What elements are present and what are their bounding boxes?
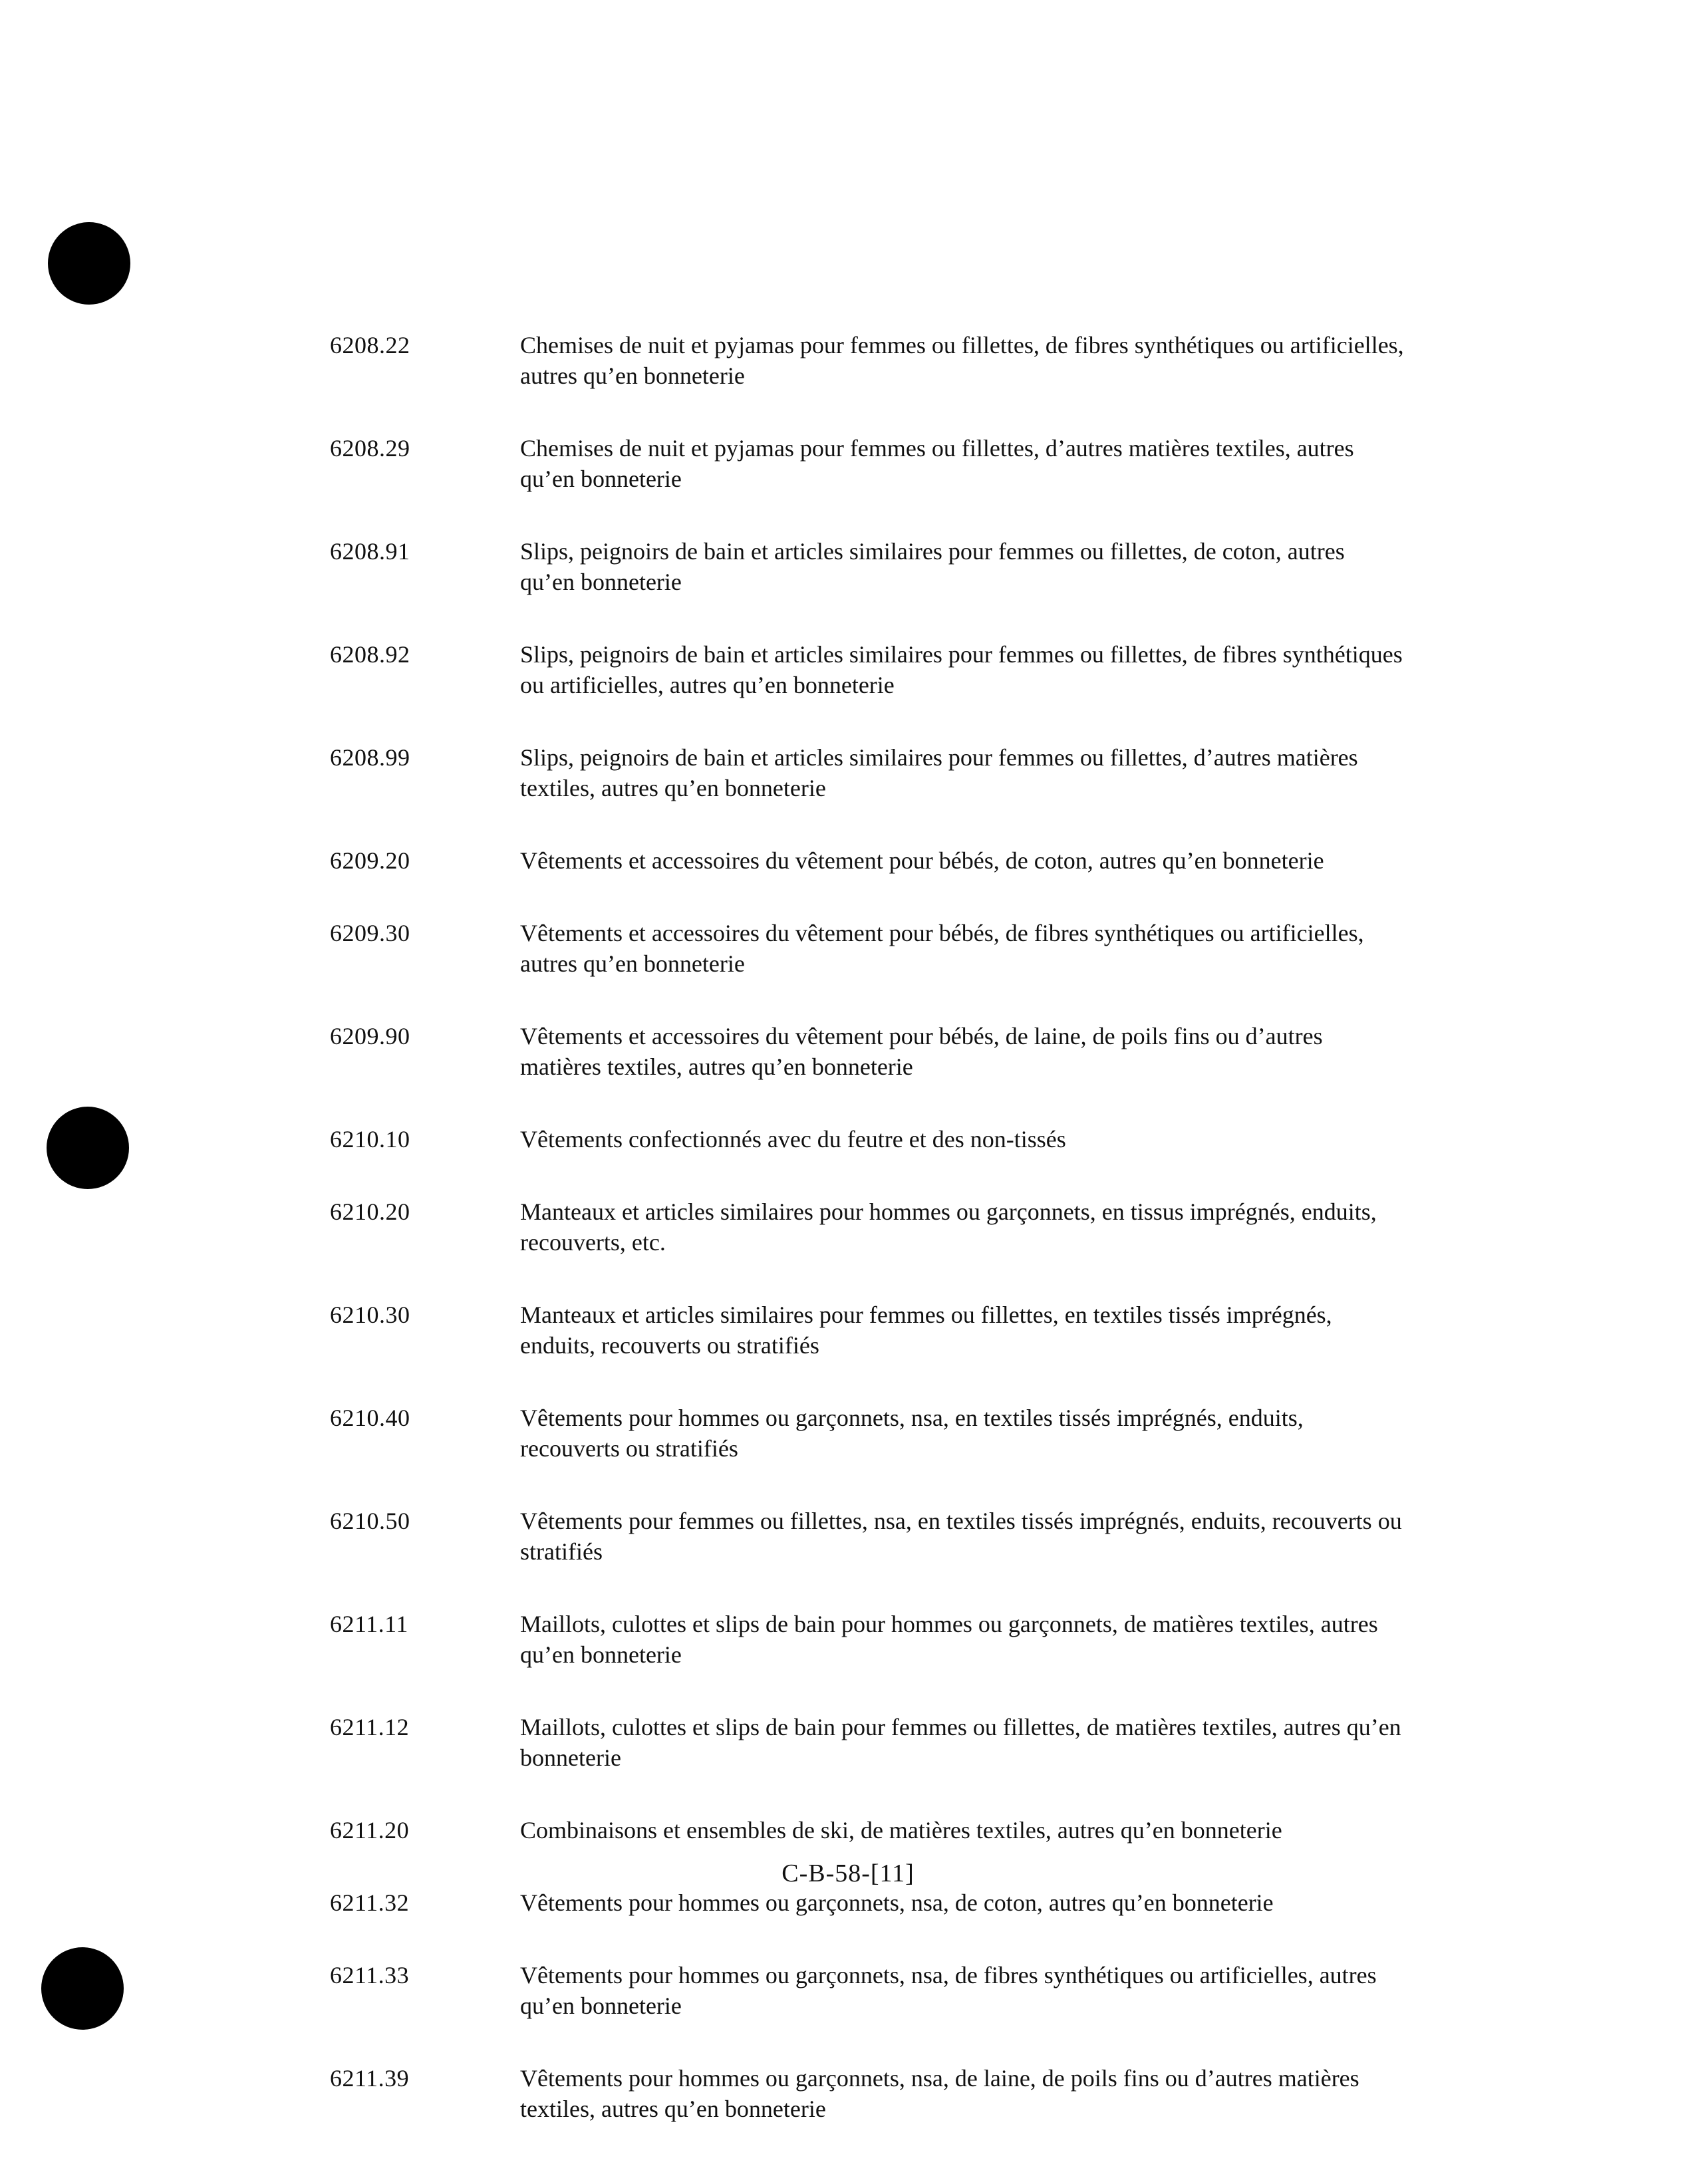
punch-hole-bottom (41, 1947, 124, 2030)
tariff-code: 6211.33 (330, 1962, 410, 1988)
tariff-code: 6210.40 (330, 1405, 410, 1431)
tariff-description: Vêtements pour hommes ou garçonnets, nsa, de fibres synthétiques ou artificielles, autres qu’en bonneterie (520, 1962, 1377, 2019)
tariff-code: 6208.92 (330, 641, 410, 668)
tariff-description: Vêtements pour femmes ou fillettes, nsa, en textiles tissés imprégnés, enduits, recouverts ou stratifiés (520, 1508, 1402, 1565)
tariff-code: 6211.12 (330, 1714, 410, 1740)
tariff-description: Slips, peignoirs de bain et articles similaires pour femmes ou fillettes, de fibres synthétiques ou artificielles, autres qu’en bonneterie (520, 641, 1403, 698)
tariff-code: 6211.32 (330, 1889, 410, 1916)
tariff-entry (330, 536, 1461, 597)
tariff-description: Maillots, culottes et slips de bain pour hommes ou garçonnets, de matières textiles, autres qu’en bonneterie (520, 1611, 1378, 1668)
tariff-code: 6211.39 (330, 2065, 410, 2092)
tariff-code: 6210.30 (330, 1301, 410, 1328)
tariff-description: Manteaux et articles similaires pour hommes ou garçonnets, en tissus imprégnés, enduits, recouverts, etc. (520, 1198, 1377, 1256)
tariff-entry (330, 2063, 1461, 2124)
punch-hole-middle (47, 1107, 129, 1189)
tariff-code: 6211.20 (330, 1817, 410, 1843)
tariff-description: Maillots, culottes et slips de bain pour femmes ou fillettes, de matières textiles, autres qu’en bonneterie (520, 1714, 1401, 1771)
tariff-code: 6208.99 (330, 744, 410, 771)
tariff-entry (330, 1609, 1461, 1670)
tariff-entry (330, 1403, 1461, 1464)
punch-hole-top (48, 222, 130, 305)
tariff-entry (330, 639, 1461, 700)
tariff-description: Vêtements et accessoires du vêtement pour bébés, de laine, de poils fins ou d’autres matières textiles, autres qu’en bonneterie (520, 1023, 1323, 1080)
tariff-code: 6208.29 (330, 435, 410, 462)
tariff-code: 6209.90 (330, 1023, 410, 1049)
tariff-description: Slips, peignoirs de bain et articles similaires pour femmes ou fillettes, de coton, autres qu’en bonneterie (520, 538, 1345, 595)
tariff-entry (330, 1506, 1461, 1567)
tariff-description: Vêtements pour hommes ou garçonnets, nsa, de coton, autres qu’en bonneterie (520, 1889, 1274, 1916)
tariff-code: 6208.22 (330, 332, 410, 358)
tariff-code: 6211.11 (330, 1611, 408, 1637)
tariff-code: 6209.20 (330, 847, 410, 874)
tariff-entry (330, 433, 1461, 494)
tariff-description: Slips, peignoirs de bain et articles similaires pour femmes ou fillettes, d’autres matières textiles, autres qu’en bonneterie (520, 744, 1358, 801)
tariff-entry (330, 330, 1461, 391)
tariff-code: 6210.20 (330, 1198, 410, 1225)
tariff-entry (330, 1196, 1461, 1258)
tariff-description: Chemises de nuit et pyjamas pour femmes ou fillettes, d’autres matières textiles, autres qu’en bonneterie (520, 435, 1354, 492)
tariff-description: Vêtements confectionnés avec du feutre et des non-tissés (520, 1126, 1066, 1153)
tariff-entry (330, 1124, 1461, 1155)
tariff-description: Combinaisons et ensembles de ski, de matières textiles, autres qu’en bonneterie (520, 1817, 1282, 1843)
tariff-description: Vêtements et accessoires du vêtement pour bébés, de coton, autres qu’en bonneterie (520, 847, 1324, 874)
tariff-entry (330, 1299, 1461, 1361)
tariff-code: 6210.50 (330, 1508, 410, 1534)
tariff-entry (330, 1887, 1461, 1918)
tariff-entry (330, 1712, 1461, 1773)
tariff-code: 6208.91 (330, 538, 410, 565)
tariff-entry (330, 918, 1461, 979)
tariff-entry (330, 742, 1461, 803)
tariff-entry-list (330, 330, 1461, 2124)
tariff-description: Vêtements pour hommes ou garçonnets, nsa, en textiles tissés imprégnés, enduits, recouverts ou stratifiés (520, 1405, 1304, 1462)
tariff-description: Vêtements et accessoires du vêtement pour bébés, de fibres synthétiques ou artificielles, autres qu’en bonneterie (520, 920, 1364, 977)
tariff-code: 6209.30 (330, 920, 410, 946)
tariff-entry (330, 1815, 1461, 1845)
tariff-description: Vêtements pour hommes ou garçonnets, nsa, de laine, de poils fins ou d’autres matières textiles, autres qu’en bonneterie (520, 2065, 1359, 2122)
tariff-code: 6210.10 (330, 1126, 410, 1153)
tariff-entry (330, 1960, 1461, 2021)
tariff-description: Manteaux et articles similaires pour femmes ou fillettes, en textiles tissés imprégnés, enduits, recouverts ou stratifiés (520, 1301, 1332, 1359)
tariff-description: Chemises de nuit et pyjamas pour femmes ou fillettes, de fibres synthétiques ou artificielles, autres qu’en bonneterie (520, 332, 1404, 389)
tariff-entry (330, 1021, 1461, 1082)
page-reference: C-B-58-[11] (781, 1859, 915, 1887)
tariff-entry (330, 845, 1461, 876)
